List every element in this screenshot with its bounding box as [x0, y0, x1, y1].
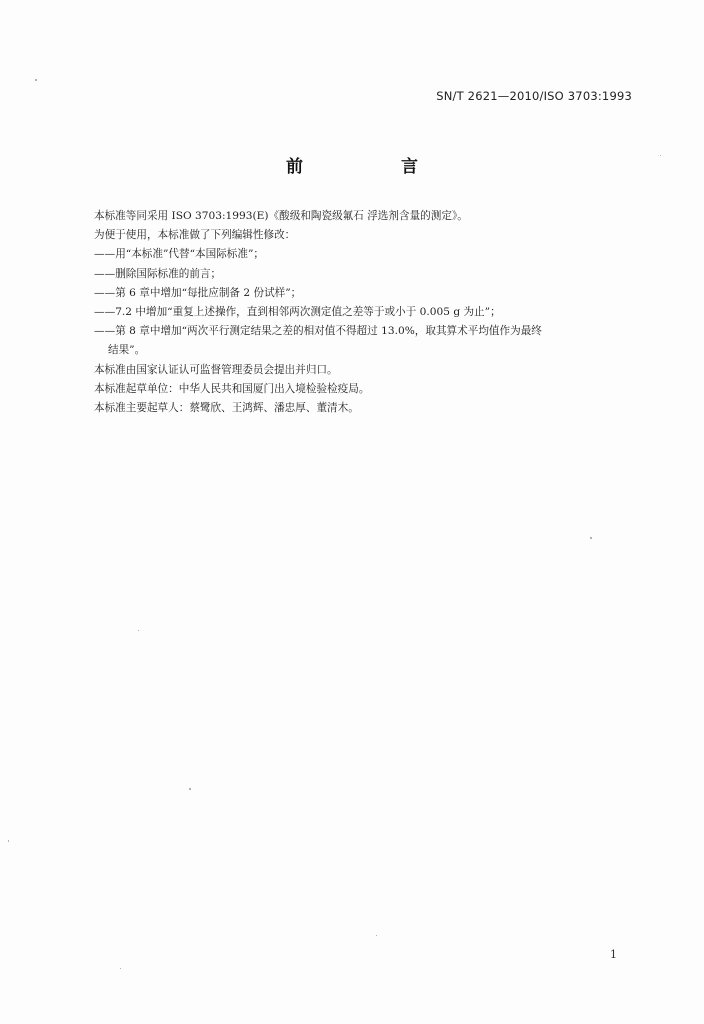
- scan-speck: [8, 840, 9, 842]
- paragraph-proposed-by: 本标准由国家认证认可监督管理委员会提出并归口。: [94, 363, 338, 376]
- foreword-body: [94, 207, 639, 418]
- scan-speck: [590, 537, 592, 539]
- scan-speck: [35, 79, 37, 81]
- list-item-edit-4: ——7.2 中增加“重复上述操作，直到相邻两次测定值之差等于或小于 0.005 g 为止”；: [94, 306, 501, 319]
- paragraph-adoption: 本标准等同采用 ISO 3703:1993(E)《酸级和陶瓷级氟石 浮选剂含量的测定》。: [94, 210, 468, 222]
- paragraph-edit-intro: 为便于使用，本标准做了下列编辑性修改：: [94, 229, 296, 242]
- scan-speck: [120, 968, 121, 969]
- list-item-edit-5-continuation: 结果”。: [108, 344, 146, 357]
- paragraph-drafters: 本标准主要起草人：蔡鹭欣、王鸿辉、潘忠厚、董清木。: [94, 402, 359, 415]
- paragraph-drafting-unit: 本标准起草单位：中华人民共和国厦门出入境检验检疫局。: [94, 382, 370, 395]
- scan-speck: [660, 155, 661, 156]
- list-item-edit-5: ——第 8 章中增加“两次平行测定结果之差的相对值不得超过 13.0%，取其算术平均值作为最终: [94, 325, 542, 338]
- scan-speck: [138, 630, 139, 631]
- list-item-edit-2: ——删除国际标准的前言；: [94, 267, 222, 280]
- scan-speck: [189, 788, 191, 790]
- page-title: 前 言: [286, 157, 464, 177]
- list-item-edit-3: ——第 6 章中增加“每批应制备 2 份试样”；: [94, 286, 302, 299]
- standard-number: SN/T 2621—2010/ISO 3703:1993: [436, 89, 632, 103]
- scan-speck: [376, 935, 377, 936]
- list-item-edit-1: ——用“本标准”代替“本国际标准”；: [94, 248, 264, 261]
- page-number: 1: [610, 948, 617, 961]
